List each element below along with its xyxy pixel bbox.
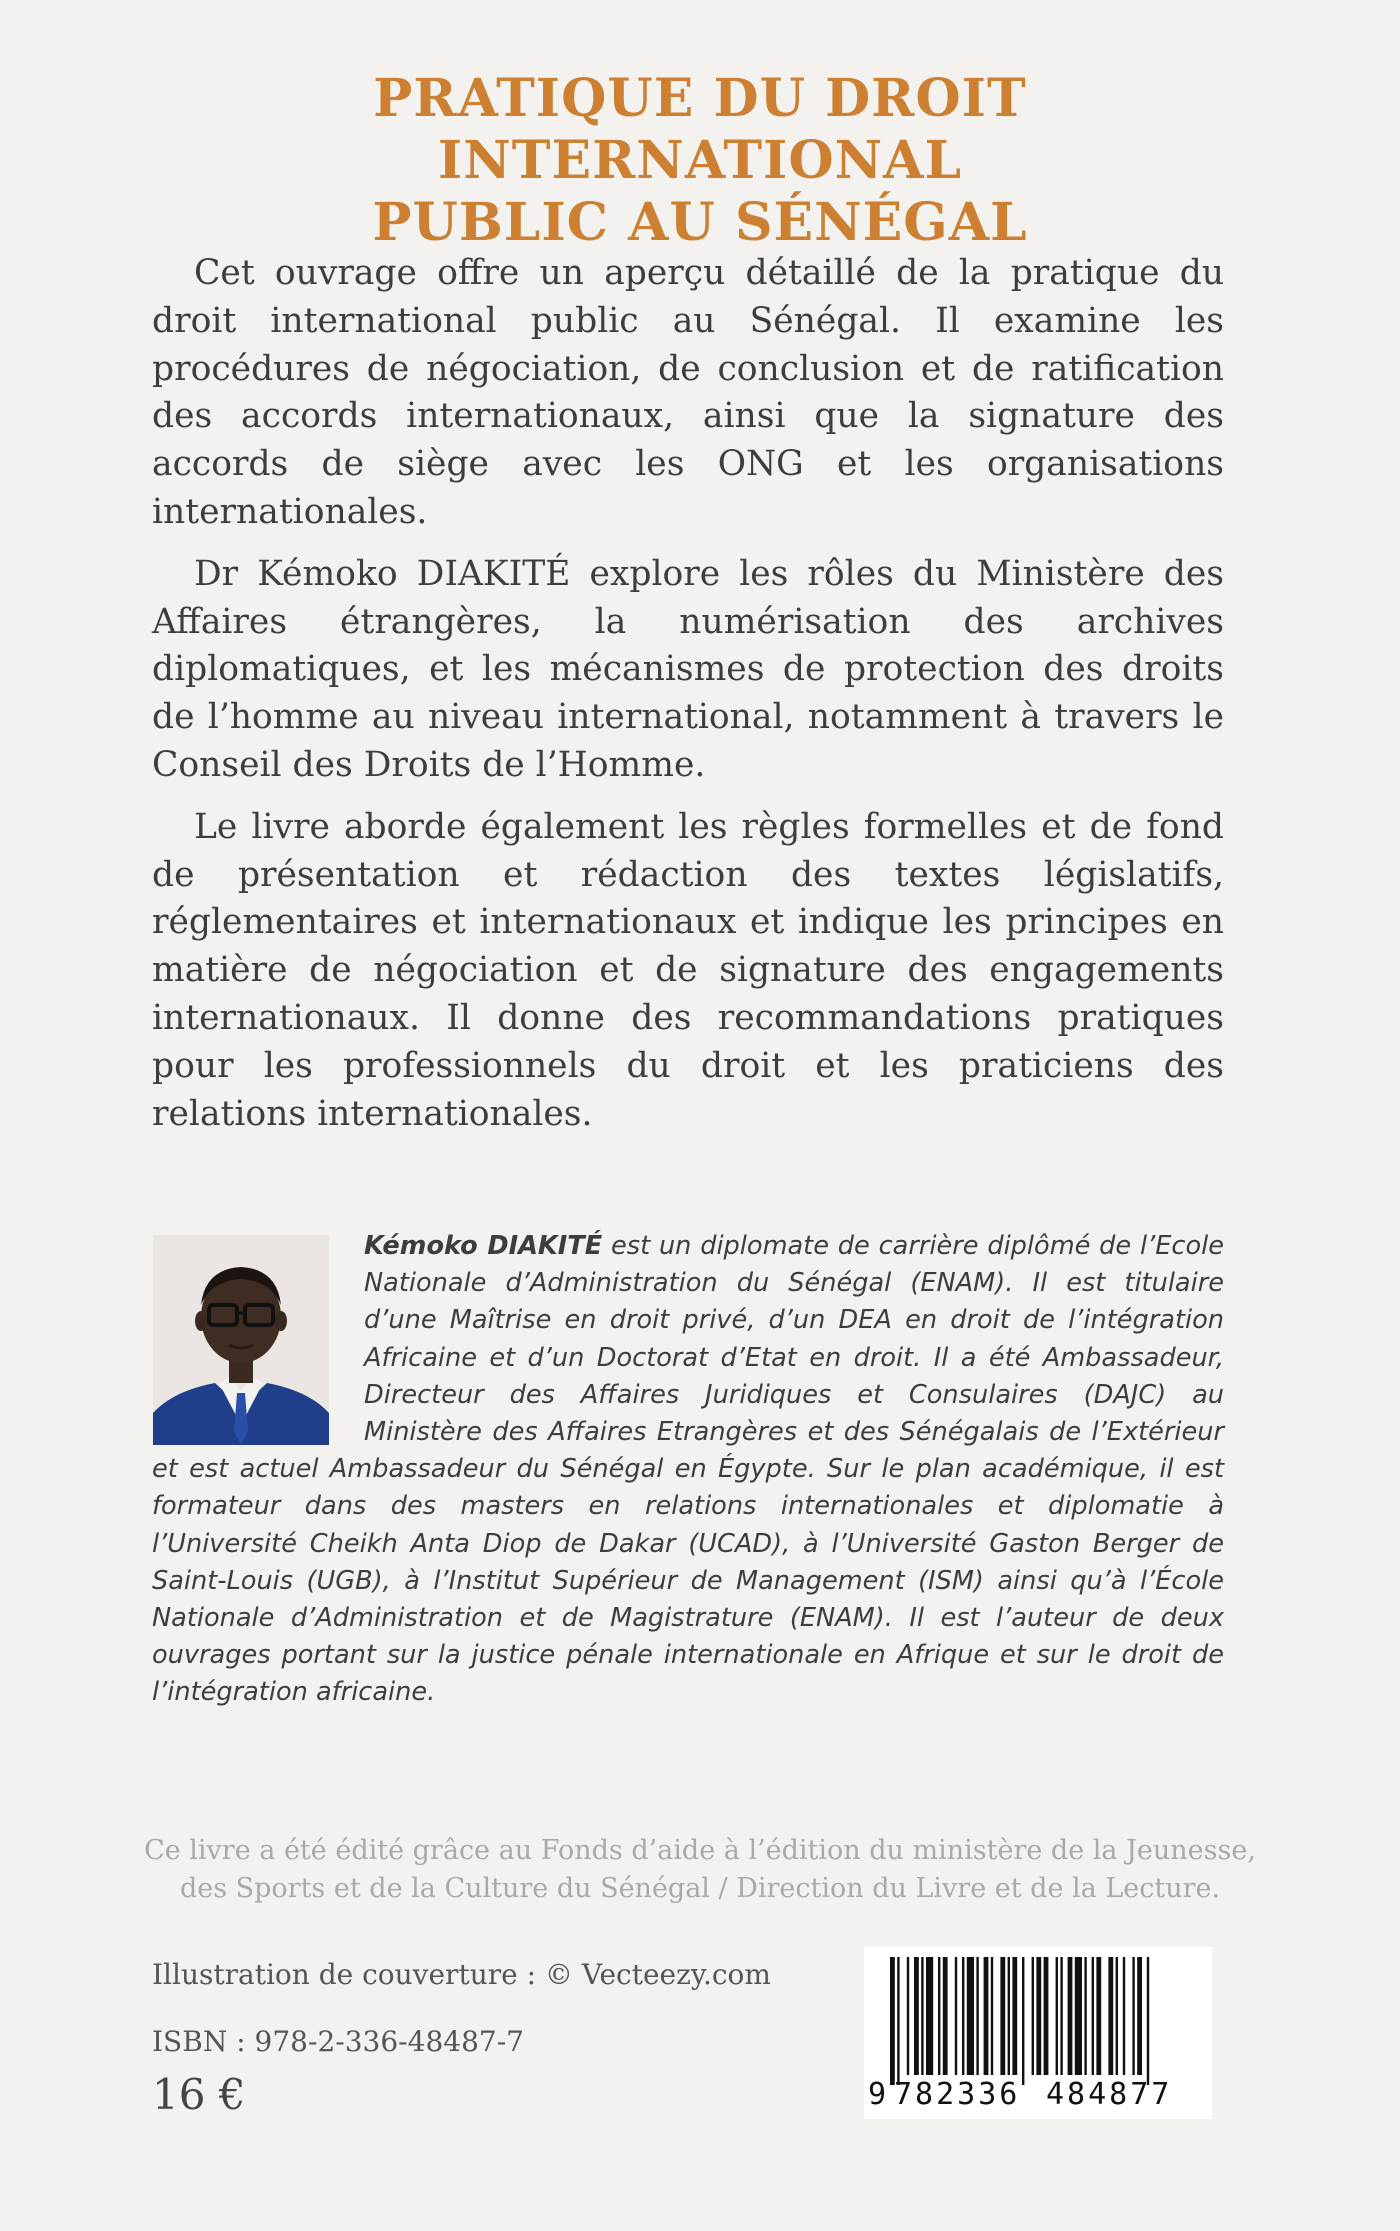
barcode-first-digit: 9 bbox=[868, 2077, 887, 2112]
barcode-bar bbox=[976, 1957, 978, 2075]
barcode-bar bbox=[1036, 1957, 1041, 2075]
author-biography bbox=[152, 1228, 1224, 1712]
barcode-bar bbox=[984, 1957, 989, 2075]
barcode-bar bbox=[991, 1957, 993, 2075]
funding-notice bbox=[110, 1832, 1290, 1908]
barcode-bar bbox=[921, 1957, 923, 2075]
barcode-bar bbox=[1123, 1957, 1125, 2075]
photo-text-wrap-spacer bbox=[152, 1228, 364, 1442]
funding-notice-line-2: des Sports et de la Culture du Sénégal / Direction du Livre et de la Lecture. bbox=[179, 1873, 1221, 1904]
barcode-bar bbox=[907, 1957, 909, 2075]
barcode-bar bbox=[1075, 1957, 1082, 2075]
barcode-bar bbox=[1137, 1957, 1142, 2075]
barcode-bar bbox=[1032, 1957, 1034, 2075]
funding-notice-line-1: Ce livre a été édité grâce au Fonds d’aide à l’édition du ministère de la Jeunesse, bbox=[144, 1835, 1256, 1866]
barcode-bar bbox=[914, 1957, 919, 2075]
barcode-bar bbox=[943, 1957, 948, 2075]
book-title-line-2: PUBLIC AU SÉNÉGAL bbox=[372, 192, 1028, 253]
barcode-bar bbox=[1012, 1957, 1017, 2075]
barcode-right-group: 484877 bbox=[1046, 2077, 1173, 2112]
barcode-digits bbox=[864, 2077, 1212, 2117]
barcode-bar bbox=[1147, 1957, 1149, 2085]
barcode-bar bbox=[1068, 1957, 1073, 2075]
barcode-bar bbox=[955, 1957, 957, 2075]
summary-paragraph-2: Dr Kémoko DIAKITÉ explore les rôles du Ministère des Affaires étrangères, la numérisation des archives diplomatiques, et les mécanismes de protection des droits de l’homme au niveau international, notamment à travers le Conseil des Droits de l’Homme. bbox=[152, 553, 1224, 785]
barcode-bar bbox=[1096, 1957, 1101, 2075]
barcode-bar bbox=[1132, 1957, 1134, 2075]
book-title bbox=[120, 68, 1280, 254]
author-name: Kémoko DIAKITÉ bbox=[364, 1231, 603, 1261]
summary-paragraph-3: Le livre aborde également les règles formelles et de fond de présentation et rédaction des textes législatifs, réglementaires et internationaux et indique les principes en matière de négociation et de signature des engagements internationaux. Il donne des recommandations pratiques pour les professionnels du droit et les praticiens des relations internationales. bbox=[152, 806, 1224, 1134]
book-title-line-1: PRATIQUE DU DROIT INTERNATIONAL bbox=[373, 68, 1027, 191]
barcode-bar bbox=[1084, 1957, 1086, 2075]
barcode-left-group: 782336 bbox=[894, 2077, 1021, 2112]
barcode-bar bbox=[1060, 1957, 1062, 2075]
isbn-barcode bbox=[864, 1947, 1212, 2119]
book-summary bbox=[152, 250, 1224, 1152]
barcode-bar bbox=[890, 1957, 895, 2085]
barcode-bar bbox=[1044, 1957, 1049, 2075]
barcode-bar bbox=[897, 1957, 899, 2085]
price-label: 16 € bbox=[152, 2070, 246, 2119]
barcode-bar bbox=[1000, 1957, 1005, 2075]
barcode-bar bbox=[1108, 1957, 1113, 2075]
author-biography-text: est un diplomate de carrière diplômé de l’Ecole Nationale d’Administration du Sénégal (ENAM). Il est titulaire d’une Maîtrise en droit privé, d’un DEA en droit de l’intégration Africaine et d’un Doctorat d’Etat en droit. Il a été Ambassadeur, Directeur des Affaires Juridiques et Consulaires (DAJC) au Ministère des Affaires Etrangères et des Sénégalais de l’Extérieur et est actuel Ambassadeur du Sénégal en Égypte. Sur le plan académique, il est formateur dans des masters en relations internationales et diplomatie à l’Université Cheikh Anta Diop de Dakar (UCAD), à l’Université Gaston Berger de Saint-Louis (UGB), à l’Institut Supérieur de Management (ISM) ainsi qu’à l’École Nationale d’Administration et de Magistrature (ENAM). Il est l’auteur de deux ouvrages portant sur la justice pénale internationale en Afrique et sur le droit de l’intégration africaine. bbox=[152, 1231, 1224, 1708]
barcode-bar bbox=[1022, 1957, 1024, 2085]
summary-paragraph-1: Cet ouvrage offre un aperçu détaillé de la pratique du droit international public au Sénégal. Il examine les procédures de négociation, de conclusion et de ratification des accords internationaux, ainsi que la signature des accords de siège avec les ONG et les organisations internationales. bbox=[152, 253, 1224, 532]
barcode-bar bbox=[1116, 1957, 1118, 2075]
barcode-bar bbox=[962, 1957, 964, 2075]
isbn-number: ISBN : 978-2-336-48487-7 bbox=[152, 2025, 524, 2058]
barcode-bar bbox=[1008, 1957, 1010, 2075]
barcode-bar bbox=[926, 1957, 933, 2075]
cover-illustration-credit: Illustration de couverture : © Vecteezy.com bbox=[152, 1958, 771, 1991]
barcode-bar bbox=[938, 1957, 940, 2075]
barcode-bar bbox=[1056, 1957, 1058, 2075]
barcode-bar bbox=[967, 1957, 974, 2075]
barcode-bar bbox=[1092, 1957, 1094, 2075]
